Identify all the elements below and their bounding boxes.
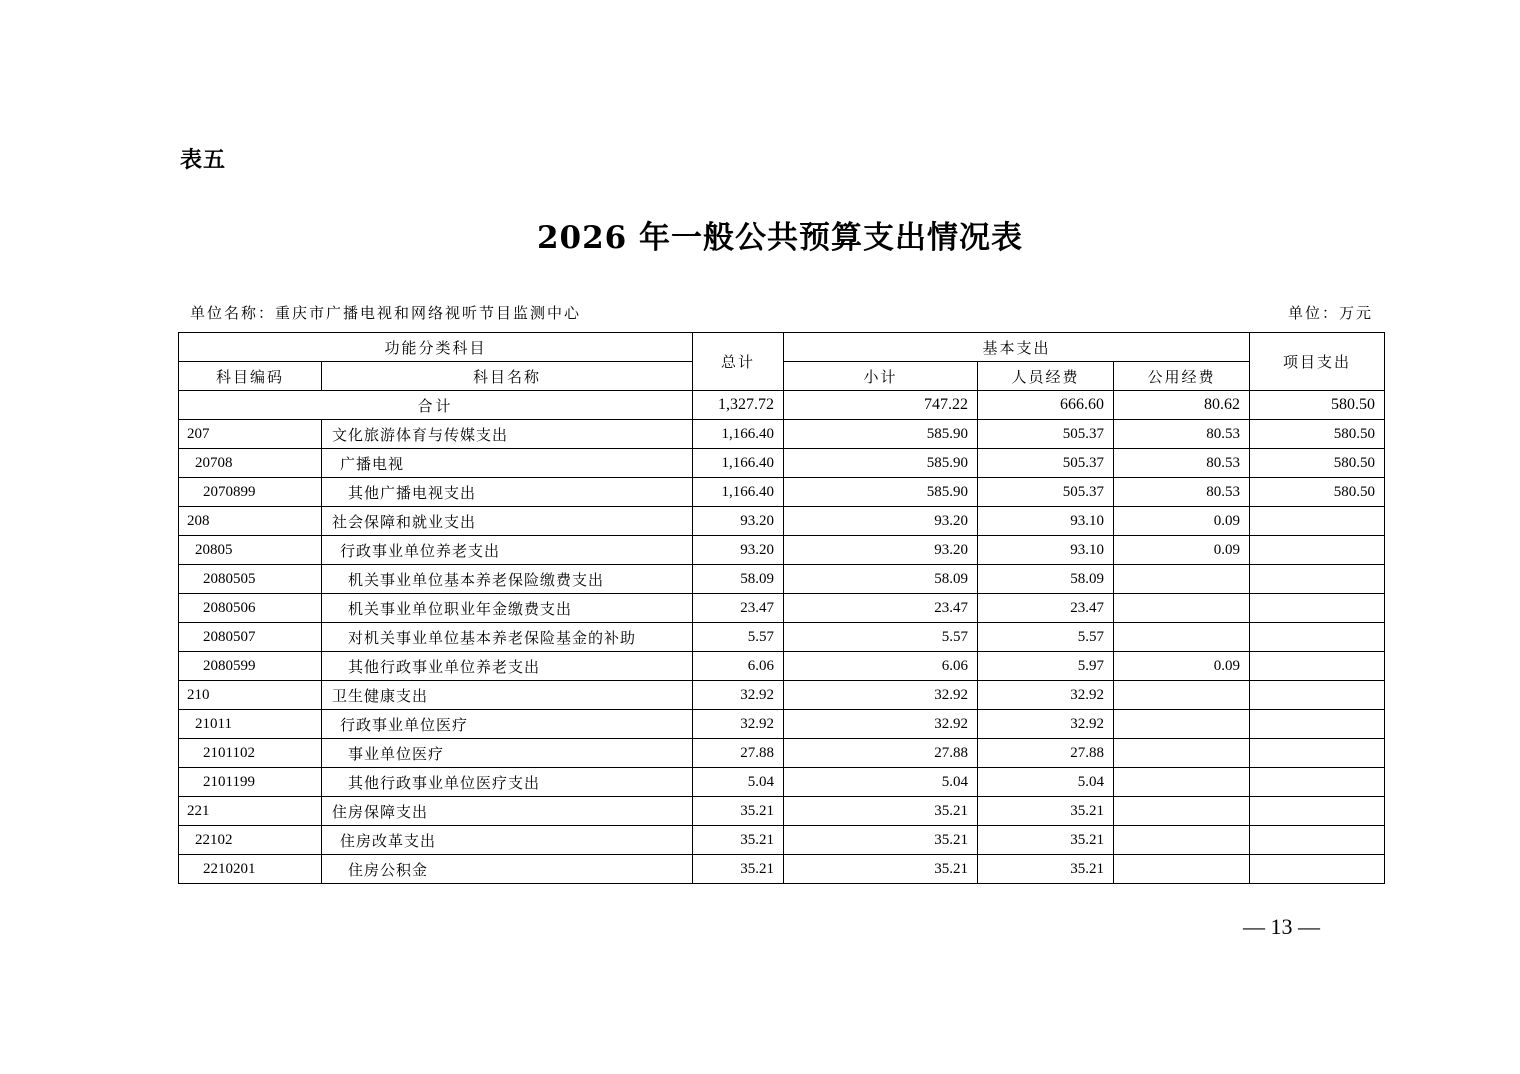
cell-project bbox=[1250, 681, 1385, 710]
header-code: 科目编码 bbox=[179, 362, 322, 391]
cell-subtotal: 35.21 bbox=[784, 826, 978, 855]
cell-public bbox=[1114, 623, 1250, 652]
cell-subtotal: 5.57 bbox=[784, 623, 978, 652]
subject-name: 对机关事业单位基本养老保险基金的补助 bbox=[322, 623, 693, 652]
cell-total: 35.21 bbox=[693, 826, 784, 855]
page-title: 2026 年一般公共预算支出情况表 bbox=[536, 220, 1024, 256]
cell-personnel: 23.47 bbox=[978, 594, 1114, 623]
header-basic: 基本支出 bbox=[784, 333, 1250, 362]
cell-project: 580.50 bbox=[1250, 478, 1385, 507]
cell-project bbox=[1250, 507, 1385, 536]
cell-public bbox=[1114, 710, 1250, 739]
subject-name: 机关事业单位基本养老保险缴费支出 bbox=[322, 565, 693, 594]
subject-code: 2080507 bbox=[179, 623, 322, 652]
cell-subtotal: 585.90 bbox=[784, 449, 978, 478]
cell-project bbox=[1250, 594, 1385, 623]
page-number: — 13 — bbox=[1243, 914, 1320, 939]
cell-subtotal: 58.09 bbox=[784, 565, 978, 594]
cell-public bbox=[1114, 681, 1250, 710]
subject-name: 机关事业单位职业年金缴费支出 bbox=[322, 594, 693, 623]
table-row bbox=[179, 797, 1385, 826]
cell-personnel: 35.21 bbox=[978, 797, 1114, 826]
header-subtotal: 小计 bbox=[784, 362, 978, 391]
cell-personnel: 93.10 bbox=[978, 507, 1114, 536]
subject-code: 2101102 bbox=[179, 739, 322, 768]
subject-name: 住房改革支出 bbox=[322, 826, 693, 855]
cell-total: 27.88 bbox=[693, 739, 784, 768]
cell-subtotal: 27.88 bbox=[784, 739, 978, 768]
cell-public bbox=[1114, 594, 1250, 623]
cell-total: 5.04 bbox=[693, 768, 784, 797]
cell-subtotal: 23.47 bbox=[784, 594, 978, 623]
cell-personnel: 5.97 bbox=[978, 652, 1114, 681]
unit-name: 单位名称：重庆市广播电视和网络视听节目监测中心 bbox=[190, 304, 582, 322]
cell-subtotal: 93.20 bbox=[784, 507, 978, 536]
subject-name: 其他行政事业单位养老支出 bbox=[322, 652, 693, 681]
subject-code: 221 bbox=[179, 797, 322, 826]
table-row bbox=[179, 739, 1385, 768]
subject-code: 22102 bbox=[179, 826, 322, 855]
cell-public bbox=[1114, 565, 1250, 594]
subject-name: 住房保障支出 bbox=[322, 797, 693, 826]
cell-total: 5.57 bbox=[693, 623, 784, 652]
table-row bbox=[179, 449, 1385, 478]
subject-name: 行政事业单位养老支出 bbox=[322, 536, 693, 565]
cell-personnel: 505.37 bbox=[978, 420, 1114, 449]
cell-project bbox=[1250, 826, 1385, 855]
cell-subtotal: 35.21 bbox=[784, 797, 978, 826]
cell-total: 1,166.40 bbox=[693, 420, 784, 449]
cell-total: 58.09 bbox=[693, 565, 784, 594]
table-row bbox=[179, 623, 1385, 652]
cell-public bbox=[1114, 826, 1250, 855]
cell-personnel: 35.21 bbox=[978, 826, 1114, 855]
subject-code: 2080505 bbox=[179, 565, 322, 594]
subject-name: 其他广播电视支出 bbox=[322, 478, 693, 507]
subject-name: 社会保障和就业支出 bbox=[322, 507, 693, 536]
subject-name: 行政事业单位医疗 bbox=[322, 710, 693, 739]
cell-project bbox=[1250, 536, 1385, 565]
table-row bbox=[179, 594, 1385, 623]
cell-personnel: 93.10 bbox=[978, 536, 1114, 565]
cell-subtotal: 585.90 bbox=[784, 478, 978, 507]
cell-total: 23.47 bbox=[693, 594, 784, 623]
table-row bbox=[179, 478, 1385, 507]
cell-subtotal: 32.92 bbox=[784, 710, 978, 739]
cell-total: 35.21 bbox=[693, 797, 784, 826]
summary-row bbox=[179, 391, 1385, 420]
cell-project bbox=[1250, 797, 1385, 826]
cell-total: 32.92 bbox=[693, 681, 784, 710]
cell-personnel: 27.88 bbox=[978, 739, 1114, 768]
cell-subtotal: 585.90 bbox=[784, 420, 978, 449]
cell-project: 580.50 bbox=[1250, 449, 1385, 478]
summary-subtotal: 747.22 bbox=[784, 391, 978, 420]
subject-code: 21011 bbox=[179, 710, 322, 739]
cell-public: 80.53 bbox=[1114, 449, 1250, 478]
summary-label: 合计 bbox=[179, 391, 693, 420]
cell-subtotal: 5.04 bbox=[784, 768, 978, 797]
cell-subtotal: 35.21 bbox=[784, 855, 978, 884]
subject-code: 2080506 bbox=[179, 594, 322, 623]
header-project: 项目支出 bbox=[1250, 333, 1385, 391]
cell-project bbox=[1250, 855, 1385, 884]
table-row bbox=[179, 420, 1385, 449]
subject-name: 住房公积金 bbox=[322, 855, 693, 884]
cell-project bbox=[1250, 623, 1385, 652]
cell-personnel: 35.21 bbox=[978, 855, 1114, 884]
table-row bbox=[179, 565, 1385, 594]
cell-personnel: 5.57 bbox=[978, 623, 1114, 652]
header-public: 公用经费 bbox=[1114, 362, 1250, 391]
cell-personnel: 32.92 bbox=[978, 681, 1114, 710]
cell-public bbox=[1114, 768, 1250, 797]
table-row bbox=[179, 507, 1385, 536]
table-row bbox=[179, 681, 1385, 710]
subject-code: 2101199 bbox=[179, 768, 322, 797]
cell-personnel: 5.04 bbox=[978, 768, 1114, 797]
cell-public: 80.53 bbox=[1114, 478, 1250, 507]
cell-project bbox=[1250, 565, 1385, 594]
cell-project: 580.50 bbox=[1250, 420, 1385, 449]
cell-public bbox=[1114, 855, 1250, 884]
cell-personnel: 58.09 bbox=[978, 565, 1114, 594]
subject-code: 20708 bbox=[179, 449, 322, 478]
table-row bbox=[179, 710, 1385, 739]
cell-subtotal: 32.92 bbox=[784, 681, 978, 710]
cell-public: 0.09 bbox=[1114, 507, 1250, 536]
subject-name: 其他行政事业单位医疗支出 bbox=[322, 768, 693, 797]
cell-total: 6.06 bbox=[693, 652, 784, 681]
header-personnel: 人员经费 bbox=[978, 362, 1114, 391]
summary-personnel: 666.60 bbox=[978, 391, 1114, 420]
cell-project bbox=[1250, 710, 1385, 739]
cell-project bbox=[1250, 768, 1385, 797]
cell-total: 93.20 bbox=[693, 507, 784, 536]
cell-total: 1,166.40 bbox=[693, 449, 784, 478]
summary-public: 80.62 bbox=[1114, 391, 1250, 420]
cell-personnel: 505.37 bbox=[978, 449, 1114, 478]
table-row bbox=[179, 826, 1385, 855]
subject-code: 208 bbox=[179, 507, 322, 536]
cell-personnel: 32.92 bbox=[978, 710, 1114, 739]
cell-total: 32.92 bbox=[693, 710, 784, 739]
table-label: 表五 bbox=[180, 148, 227, 173]
currency-unit: 单位：万元 bbox=[1287, 304, 1373, 322]
cell-public: 0.09 bbox=[1114, 536, 1250, 565]
subject-name: 事业单位医疗 bbox=[322, 739, 693, 768]
subject-code: 207 bbox=[179, 420, 322, 449]
header-name: 科目名称 bbox=[322, 362, 693, 391]
subject-name: 文化旅游体育与传媒支出 bbox=[322, 420, 693, 449]
table-row bbox=[179, 536, 1385, 565]
cell-total: 1,166.40 bbox=[693, 478, 784, 507]
summary-total: 1,327.72 bbox=[693, 391, 784, 420]
cell-total: 93.20 bbox=[693, 536, 784, 565]
cell-public bbox=[1114, 797, 1250, 826]
subject-code: 210 bbox=[179, 681, 322, 710]
header-total: 总计 bbox=[693, 333, 784, 391]
table-row bbox=[179, 855, 1385, 884]
subject-name: 卫生健康支出 bbox=[322, 681, 693, 710]
cell-public: 0.09 bbox=[1114, 652, 1250, 681]
cell-project bbox=[1250, 739, 1385, 768]
subject-name: 广播电视 bbox=[322, 449, 693, 478]
table-row bbox=[179, 768, 1385, 797]
cell-total: 35.21 bbox=[693, 855, 784, 884]
subject-code: 20805 bbox=[179, 536, 322, 565]
cell-project bbox=[1250, 652, 1385, 681]
budget-table bbox=[178, 332, 1385, 884]
header-func-class: 功能分类科目 bbox=[179, 333, 693, 362]
summary-project: 580.50 bbox=[1250, 391, 1385, 420]
cell-public bbox=[1114, 739, 1250, 768]
cell-subtotal: 6.06 bbox=[784, 652, 978, 681]
cell-public: 80.53 bbox=[1114, 420, 1250, 449]
subject-code: 2070899 bbox=[179, 478, 322, 507]
cell-subtotal: 93.20 bbox=[784, 536, 978, 565]
table-row bbox=[179, 652, 1385, 681]
subject-code: 2210201 bbox=[179, 855, 322, 884]
subject-code: 2080599 bbox=[179, 652, 322, 681]
cell-personnel: 505.37 bbox=[978, 478, 1114, 507]
